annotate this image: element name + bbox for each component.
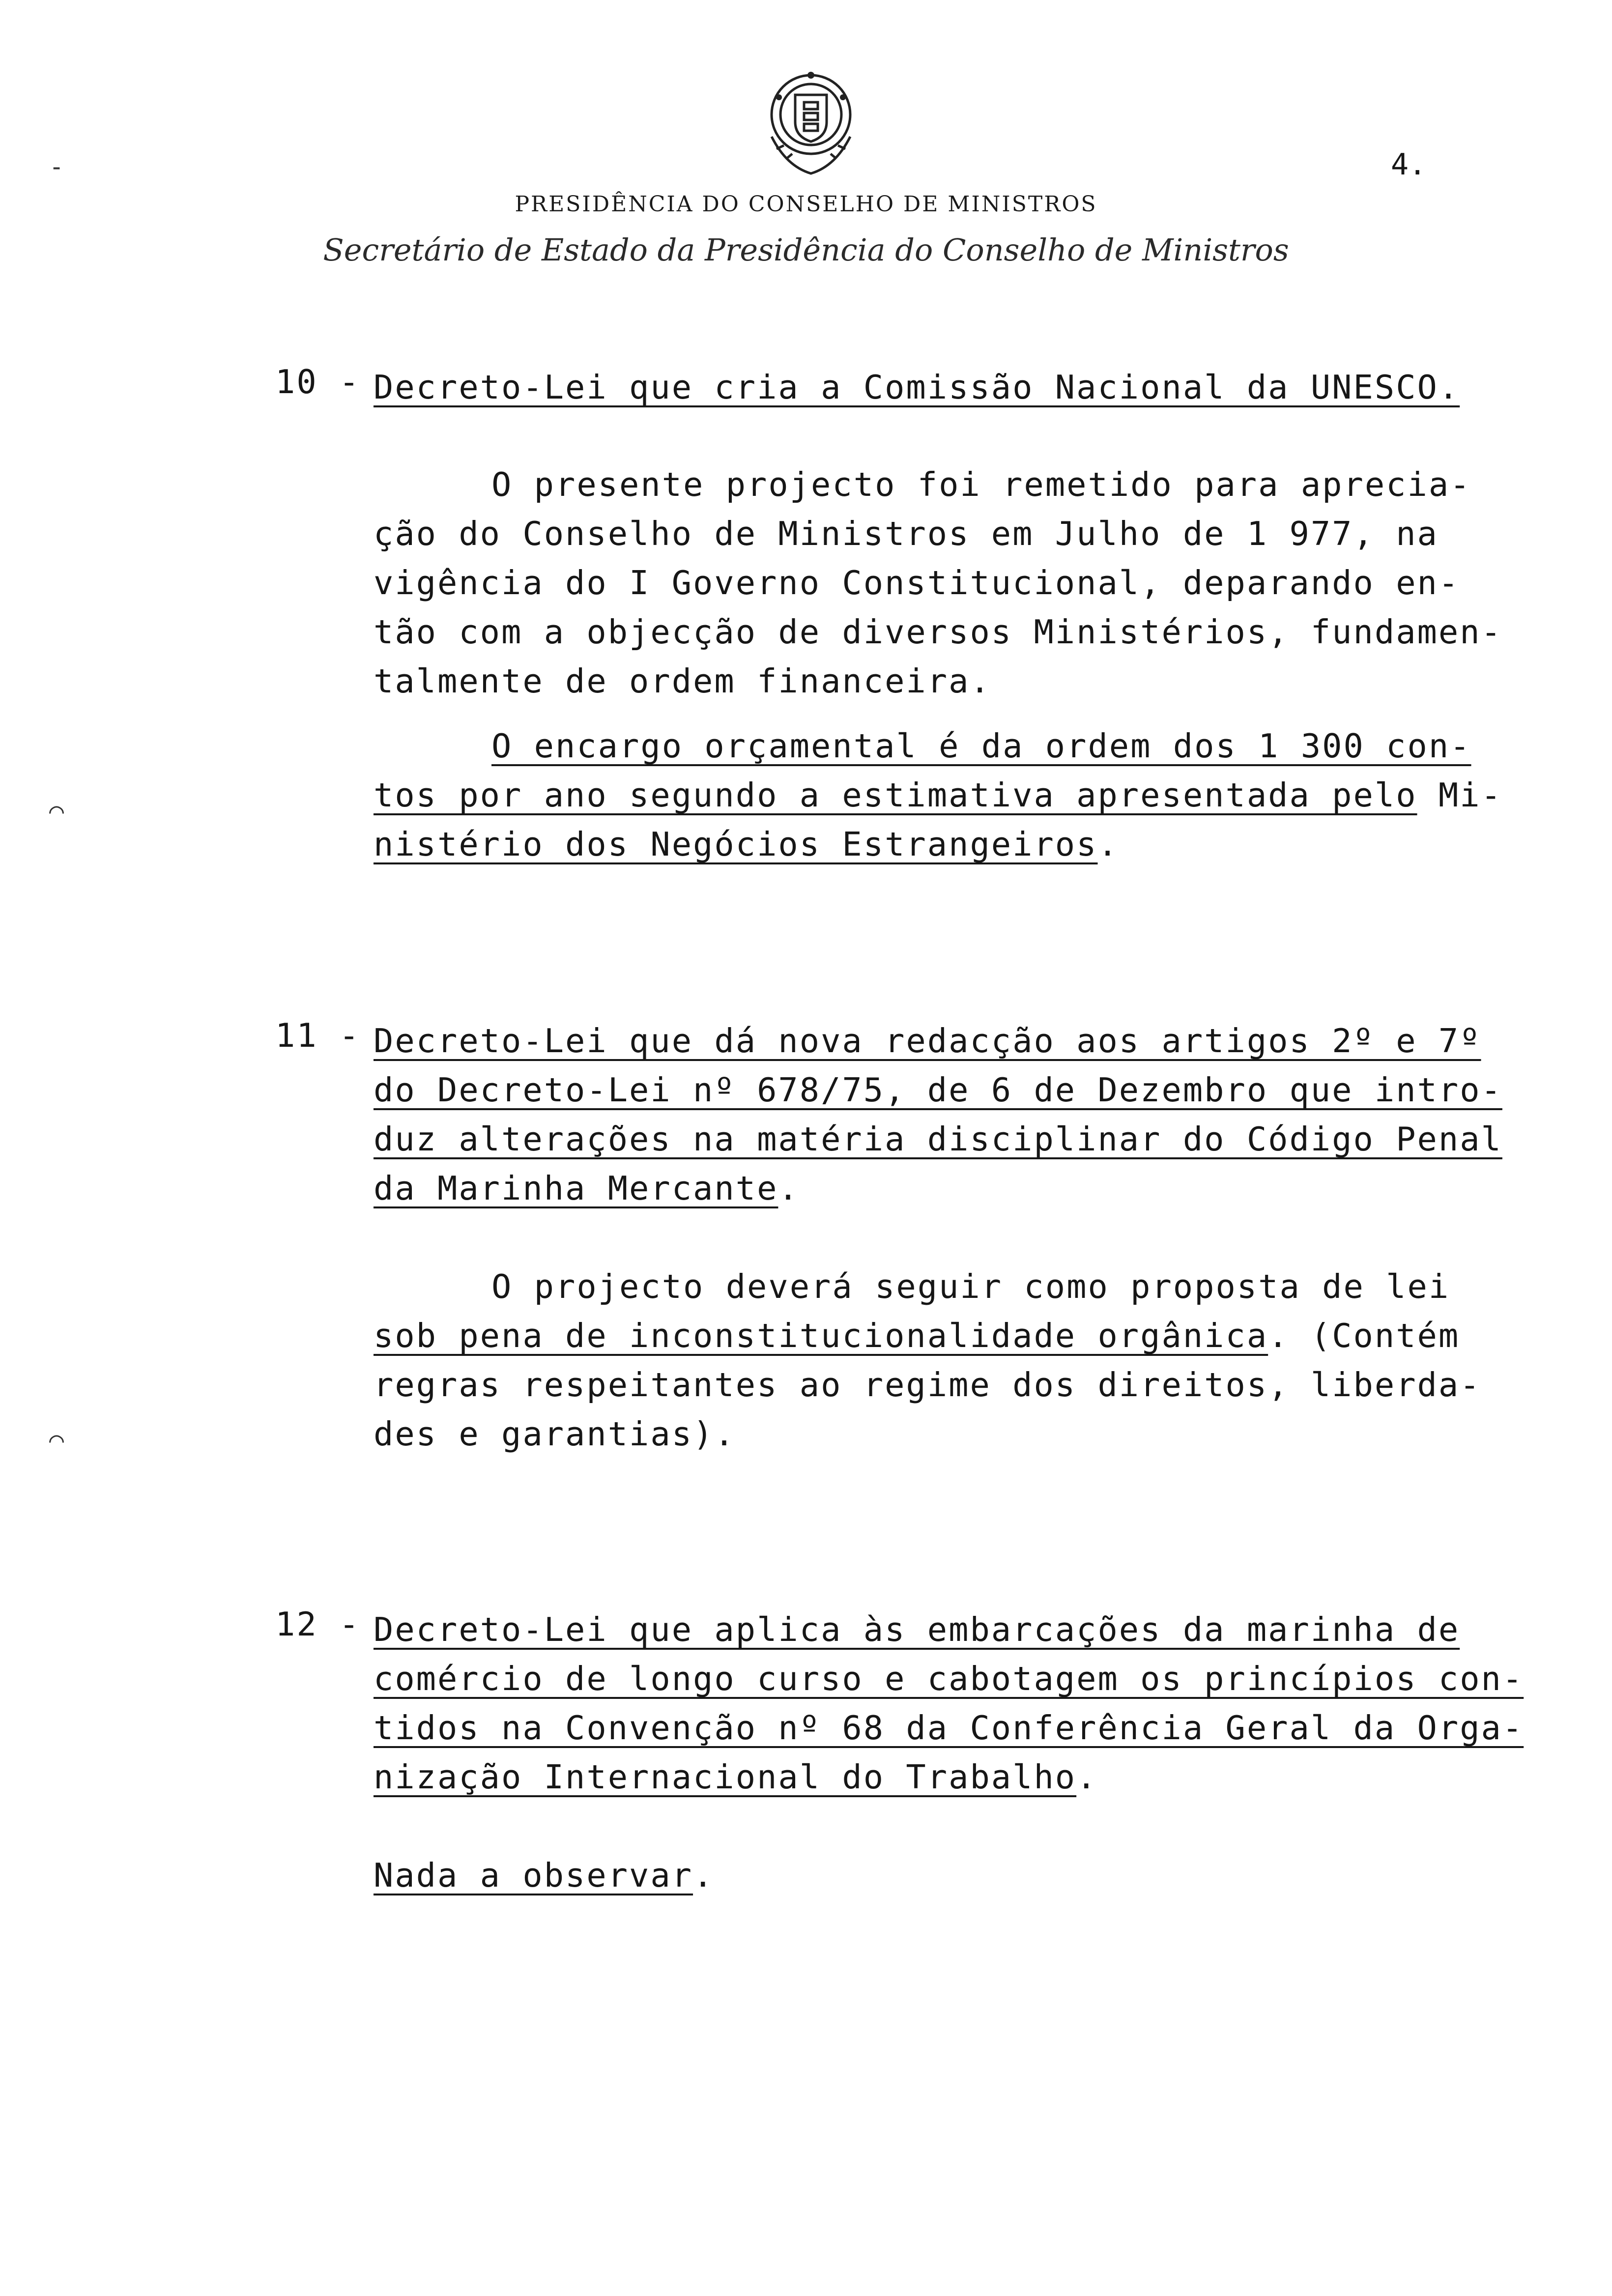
coat-of-arms-icon <box>757 68 865 181</box>
item-title: do Decreto-Lei nº 678/75, de 6 de Dezembro que intro- <box>374 1071 1502 1109</box>
item-title: da Marinha Mercante. <box>374 1169 800 1207</box>
item-body-line: tos por ano segundo a estimativa apresentada pelo Mi- <box>374 776 1502 814</box>
item-body-line: ção do Conselho de Ministros em Julho de 1 977, na <box>374 515 1439 553</box>
item-title: Decreto-Lei que aplica às embarcações da marinha de <box>374 1610 1460 1649</box>
item-number: 12 - <box>275 1605 361 1643</box>
item-title: comércio de longo curso e cabotagem os princípios con- <box>374 1660 1524 1698</box>
item-title: nização Internacional do Trabalho. <box>374 1758 1098 1796</box>
margin-mark-low: ⌒ <box>49 1425 64 1454</box>
item-title: duz alterações na matéria disciplinar do Código Penal <box>374 1120 1502 1158</box>
item-body-line: O presente projecto foi remetido para aprecia- <box>491 465 1471 504</box>
margin-mark-top: - <box>49 152 64 181</box>
item-body-line: vigência do I Governo Constitucional, deparando en- <box>374 564 1460 602</box>
organization-name: PRESIDÊNCIA DO CONSELHO DE MINISTROS <box>515 192 1097 217</box>
margin-mark-mid: ⌒ <box>49 796 64 825</box>
item-number: 10 - <box>275 363 361 401</box>
item-body-line: O encargo orçamental é da ordem dos 1 300 con- <box>491 727 1471 765</box>
item-number: 11 - <box>275 1016 361 1055</box>
item-title: Decreto-Lei que cria a Comissão Nacional da UNESCO. <box>374 368 1460 406</box>
item-body-line: sob pena de inconstitucionalidade orgânica. (Contém <box>374 1317 1460 1355</box>
item-body-line: tão com a objecção de diversos Ministérios, fundamen- <box>374 613 1502 651</box>
item-note: Nada a observar. <box>374 1856 715 1894</box>
secretary-subtitle: Secretário de Estado da Presidência do Conselho de Ministros <box>323 232 1289 268</box>
item-title: Decreto-Lei que dá nova redacção aos artigos 2º e 7º <box>374 1022 1481 1060</box>
item-title: tidos na Convenção nº 68 da Conferência Geral da Orga- <box>374 1709 1524 1747</box>
item-body-line: des e garantias). <box>374 1415 736 1453</box>
item-body-line: O projecto deverá seguir como proposta de lei <box>491 1267 1450 1306</box>
item-body-line: regras respeitantes ao regime dos direitos, liberda- <box>374 1366 1481 1404</box>
item-body-line: nistério dos Negócios Estrangeiros. <box>374 825 1119 863</box>
page-number: 4. <box>1391 147 1427 182</box>
item-body-line: talmente de ordem financeira. <box>374 662 991 700</box>
